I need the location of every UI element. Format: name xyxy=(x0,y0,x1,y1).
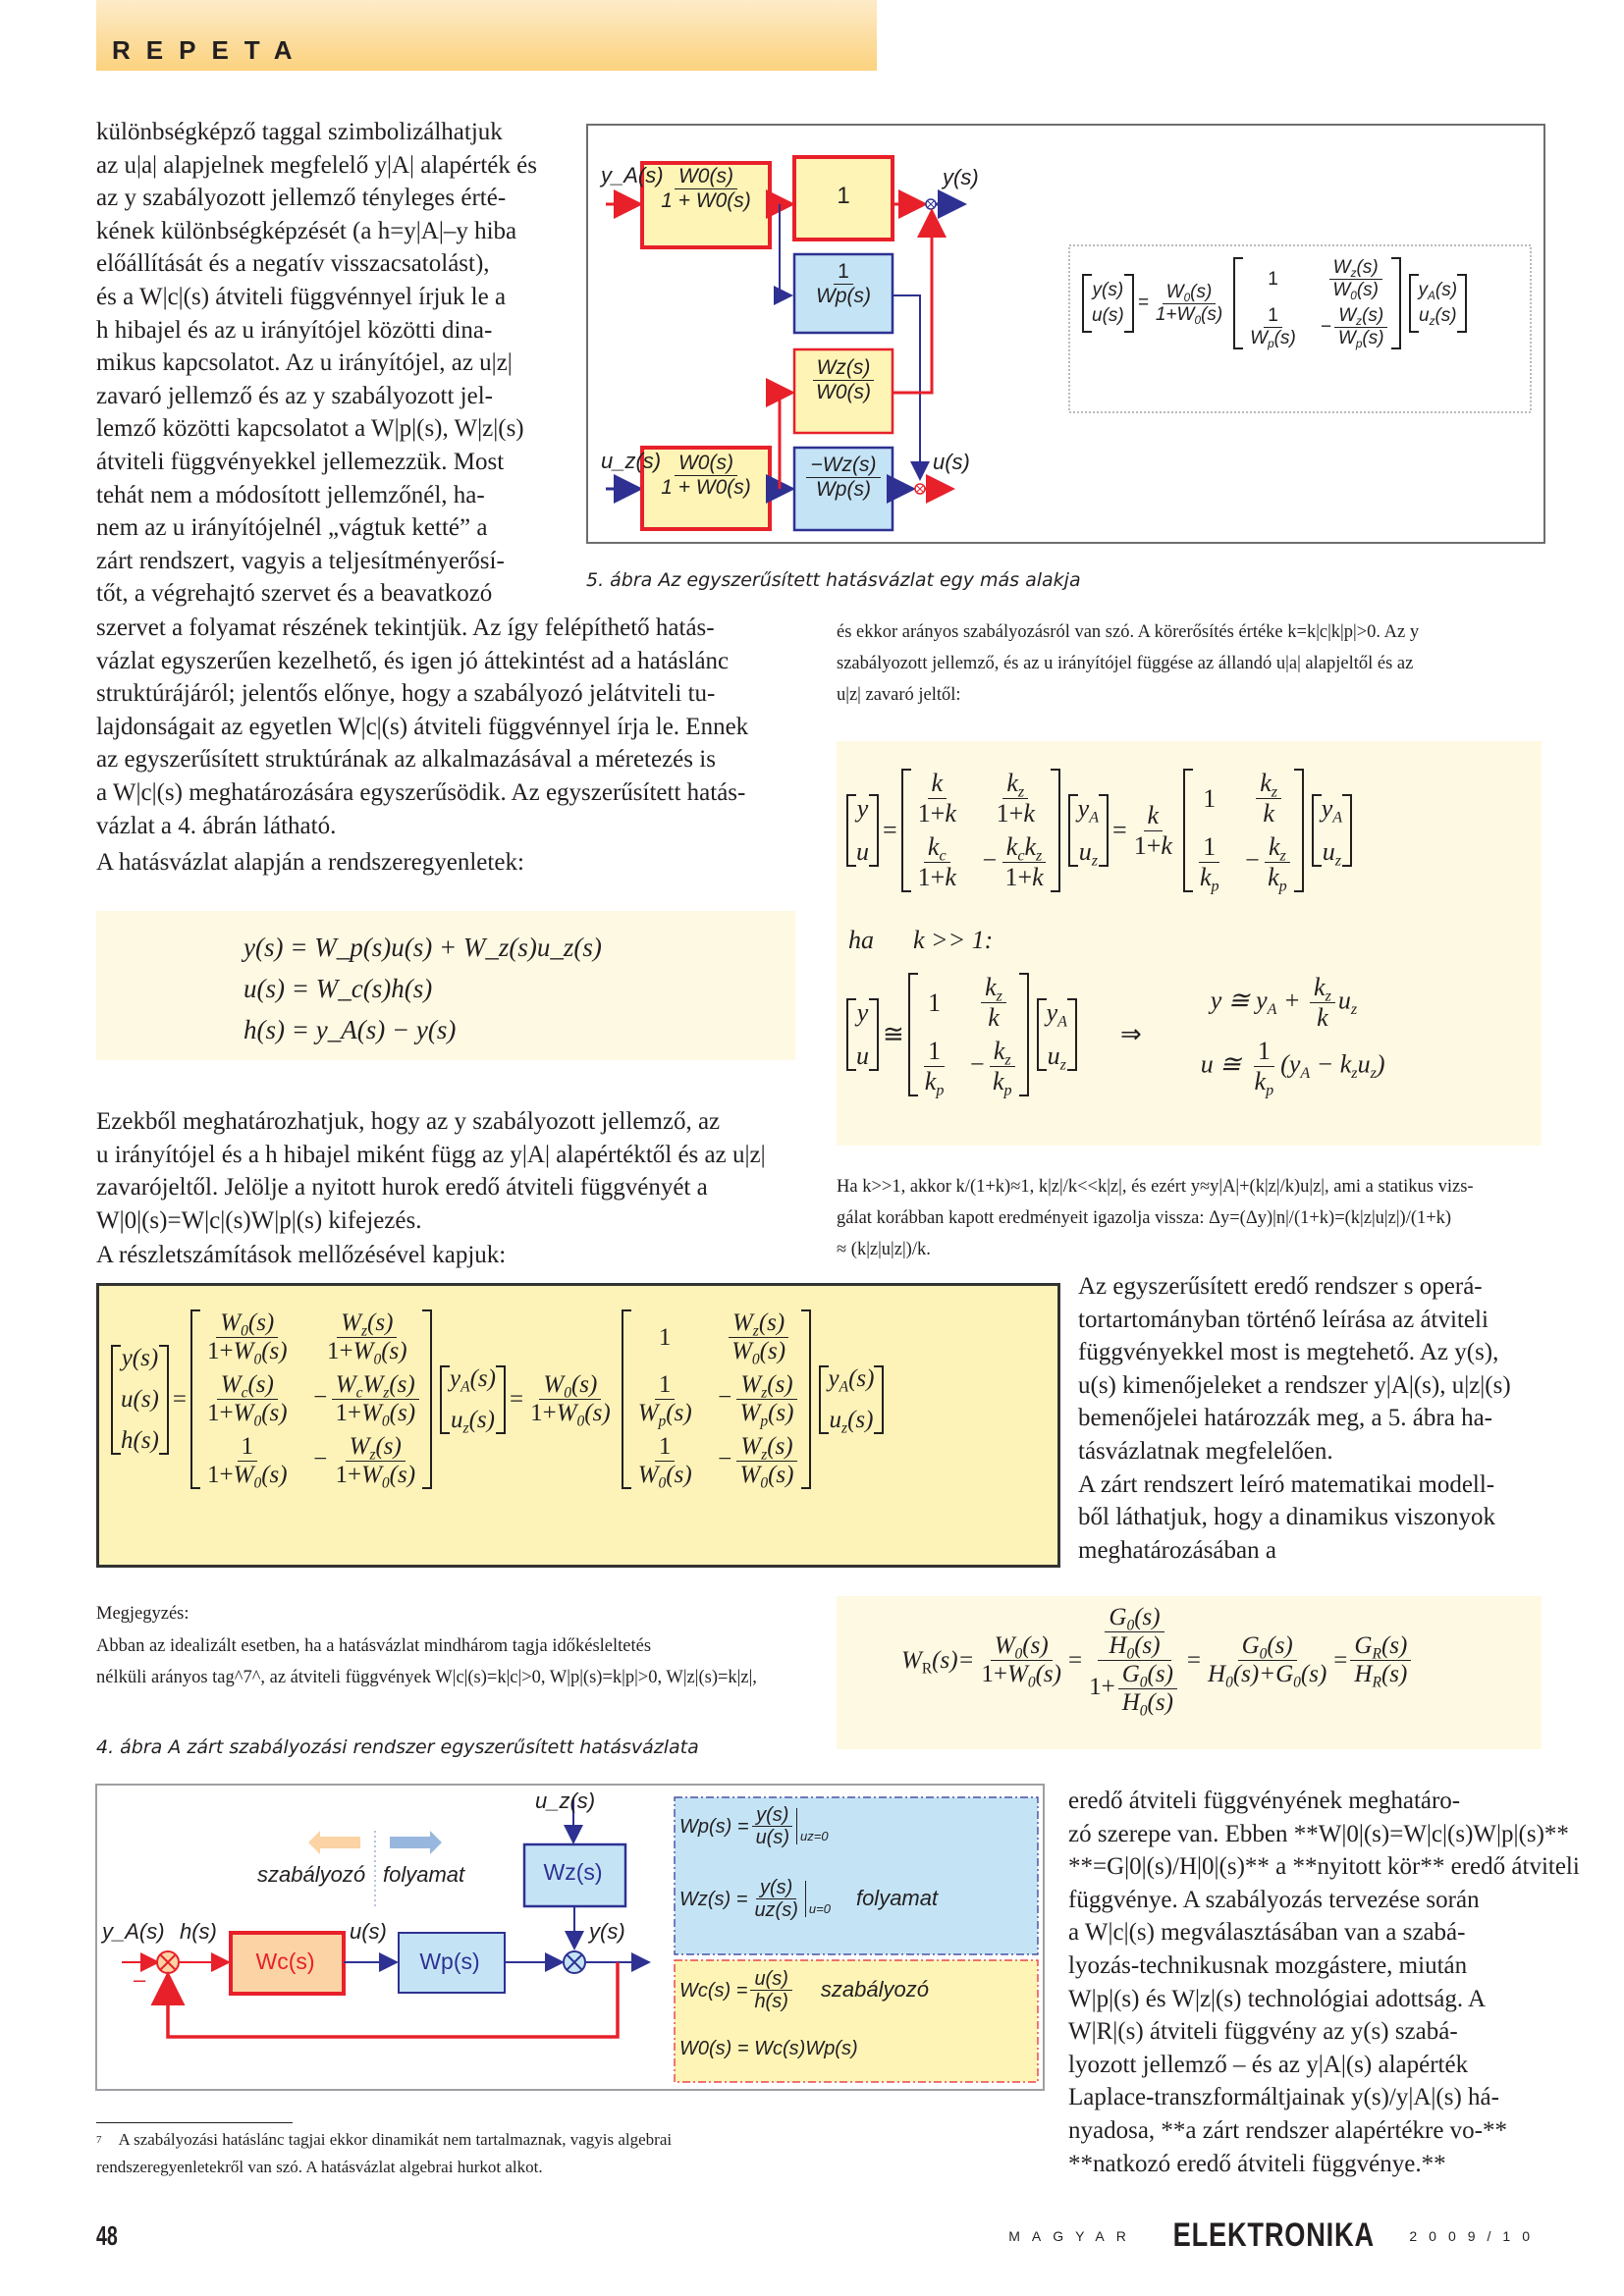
fraction-denominator: Wp(s) xyxy=(816,285,871,307)
text-line: különbségképző taggal szimbolizálhatjuk xyxy=(96,119,503,145)
fraction-numerator: u(s) xyxy=(750,1968,791,1991)
text-line: átviteli függvényekkel jellemezzük. Most xyxy=(96,448,505,475)
fraction-numerator: W0(s) xyxy=(675,452,737,476)
definition-lhs: Wz(s) = xyxy=(679,1888,748,1910)
fraction-denominator: uz(s) xyxy=(754,1899,798,1921)
text-line: u|z| zavaró jeltől: xyxy=(837,685,961,705)
text-line: tehát nem a módosított jellemzőnél, ha- xyxy=(96,481,485,508)
text-line: u irányítójel és a h hibajel miként függ az y|A| alapértéktől és az u|z| xyxy=(96,1141,766,1168)
text-line: h hibajel és az u irányítójel közötti dina- xyxy=(96,316,493,344)
text-line: zó szerepe van. Ebben **W|0|(s)=W|c|(s)W|p|(s)** xyxy=(1068,1820,1569,1847)
fig4-minus-sign: – xyxy=(134,1967,146,1992)
text-line: és ekkor arányos szabályozásról van szó. A körerősítés értéke k=k|c|k|p|>0. Az y xyxy=(837,622,1420,642)
fig5-label-y: y(s) xyxy=(943,165,979,189)
text-line: u(s) kimenőjeleket a rendszer y|A|(s), u|z|(s) xyxy=(1078,1371,1511,1399)
fig4-label-h: h(s) xyxy=(180,1919,217,1944)
process-direction-arrow xyxy=(390,1831,442,1854)
text-line: ből láthatjuk, hogy a dinamikus viszonyok xyxy=(1078,1504,1495,1531)
equation-lhs: y(s) xyxy=(244,933,284,962)
footer-masthead xyxy=(1008,2216,1542,2255)
condition: k >> 1: xyxy=(913,926,994,954)
paragraph xyxy=(96,612,800,842)
magazine-logo: ELEKTRONIKA xyxy=(1172,2216,1375,2254)
proportional-equations-box: y u = k 1+k $k_z$ 1+k $k_c$ 1+k − $k_ck_z$ 1+k $y_A$ $u_z$ = $\frac{k}{1+k}$ 1 $k_z$ k 1 $k_p$ − $\frac{k_z}{k_p}$ $y_A$ $u_z$ ha k >> 1: y u ≅ 1 $k_z$ k 1 $k_p$ − $\frac{k_z}{k_p}$ $y_A$ $u_z$ ⇒ y ≅ $y_A$ + $\frac{k_z}{k}$ $u_z$ u ≅ $\frac{1}{k_p}$ $(y_A - k_zu_z)$ xyxy=(837,741,1542,1146)
text-line: szabályozott jellemző, és az u irányítójel függése az állandó u|a| alapjeltől és az xyxy=(837,654,1414,673)
equation-lhs: h(s) xyxy=(244,1015,285,1044)
wc-definition xyxy=(679,1968,929,2012)
paragraph xyxy=(837,616,1542,711)
text-line: az u|a| alapjelnek megfelelő y|A| alapérték és xyxy=(96,151,537,179)
fraction-denominator: u(s) xyxy=(755,1827,790,1848)
text-line: **natkozó eredő átviteli függvénye.** xyxy=(1068,2150,1446,2177)
equation-y: y(s) = W_p(s)u(s) + W_z(s)u_z(s) xyxy=(244,933,602,962)
text-line: W|R|(s) átviteli függvény az y(s) szabá- xyxy=(1068,2018,1458,2046)
definition-lhs: Wp(s) = xyxy=(679,1815,749,1838)
text-line: kének különbségképzését (a h=y|A|–y hiba xyxy=(96,217,517,244)
text-line: az y szabályozott jellemző tényleges érté- xyxy=(96,185,507,212)
text-line: lajdonságait az egyetlen W|c|(s) átviteli függvénnyel írja le. Ennek xyxy=(96,713,749,740)
text-line: zavarójeltől. Jelölje a nyitott hurok eredő átviteli függvényét a xyxy=(96,1174,708,1201)
text-line: **=G|0|(s)/H|0|(s)** a **nyitott kör** eredő átviteli xyxy=(1068,1853,1580,1881)
fig5-matrix-equation: y(s) u(s) = $\frac{W_0(s)}{1+W_0(s)}$ 1 $W_z(s)$ $W_0(s)$ 1 $W_p(s)$ − $\frac{W_z(s)}{W_p(s)}$ $y_A(s)$ $u_z(s)$ xyxy=(1078,257,1471,349)
figure-4-frame xyxy=(95,1784,1045,2091)
evaluation-condition: uz=0 xyxy=(796,1808,829,1843)
implies-arrow: ⇒ xyxy=(1119,1020,1142,1048)
paragraph xyxy=(1078,1270,1542,1567)
text-line: eredő átviteli függvényének meghatáro- xyxy=(1068,1788,1461,1814)
right-note-text xyxy=(837,1171,1542,1265)
col1-top-text xyxy=(96,116,572,611)
block-w0-top-content xyxy=(644,165,768,213)
fig5-label-ya: y_A(s) xyxy=(601,163,664,187)
right-mid-text xyxy=(1078,1270,1542,1567)
col1-after-text xyxy=(96,1105,800,1237)
text-line: Az egyszerűsített eredő rendszer s operá- xyxy=(1078,1273,1483,1300)
fraction-numerator: W0(s) xyxy=(675,165,737,189)
fraction-denominator: W0(s) xyxy=(816,381,871,403)
fig4-label-process: folyamat xyxy=(383,1862,465,1887)
block-one-content: 1 xyxy=(837,183,850,209)
footnote-rule xyxy=(96,2122,293,2123)
text-line: nem az u irányítójelnél „vágtuk ketté” a xyxy=(96,514,488,542)
figure-4-caption: 4. ábra A zárt szabályozási rendszer egyszerűsített hatásvázlata xyxy=(96,1736,699,1758)
process-label: folyamat xyxy=(855,1886,939,1911)
evaluation-condition: u=0 xyxy=(805,1881,831,1916)
figure-4-diagram xyxy=(97,1786,1043,2089)
footnote-line-1: A szabályozási hatáslánc tagjai ekkor dinamikát nem tartalmaznak, vagyis algebrai xyxy=(118,2130,673,2149)
fraction-numerator: −Wz(s) xyxy=(806,454,880,478)
right-intro-text xyxy=(837,616,1542,711)
equation-rhs: W_p(s)u(s) + W_z(s)u_z(s) xyxy=(314,933,602,962)
paragraph xyxy=(1068,1785,1580,2180)
text-line: lyozott jellemző – és az y|A|(s) alapérték xyxy=(1068,2051,1469,2078)
paragraph xyxy=(96,1630,823,1693)
text-line: nélküli arányos tag^7^, az átviteli függvények W|c|(s)=k|c|>0, W|p|(s)=k|p|>0, W|z|(s)=k|z|, xyxy=(96,1668,757,1687)
equation-rhs: W_c(s)h(s) xyxy=(315,974,433,1003)
text-line: lyozás-technikusnak mozgástere, miután xyxy=(1068,1951,1468,1979)
text-line: a W|c|(s) megválasztásában van a szabá- xyxy=(1068,1919,1466,1947)
controller-label: szabályozó xyxy=(820,1977,929,2002)
block-wz-label: Wz(s) xyxy=(543,1859,603,1885)
figure-5-caption: 5. ábra Az egyszerűsített hatásvázlat egy más alakja xyxy=(586,569,1081,591)
wz-definition xyxy=(679,1877,938,1921)
paragraph xyxy=(96,116,572,611)
fraction-denominator: h(s) xyxy=(754,1991,788,2012)
note-text xyxy=(96,1630,823,1693)
note-title: Megjegyzés: xyxy=(96,1604,189,1624)
fig4-label-u: u(s) xyxy=(350,1919,387,1944)
footnote-mark: 7 xyxy=(96,2134,102,2146)
fraction-denominator: 1 + W0(s) xyxy=(661,476,751,499)
text-line: Laplace-transzformáltjainak y(s)/y|A|(s) há- xyxy=(1068,2084,1499,2111)
text-line: gálat korábban kapott eredményeit igazolja vissza: Δy=(Δy)|n|/(1+k)=(k|z|u|z|)/(1+k) xyxy=(837,1208,1452,1228)
equation-u: u(s) = W_c(s)h(s) xyxy=(244,974,433,1003)
fraction-numerator: 1 xyxy=(834,260,853,285)
text-line: függvénye. A szabályozás tervezése során xyxy=(1068,1886,1480,1913)
fraction-denominator: Wp(s) xyxy=(815,478,871,501)
text-line: A zárt rendszert leíró matematikai modell- xyxy=(1078,1470,1495,1498)
wp-definition xyxy=(679,1804,829,1848)
fig5-label-u: u(s) xyxy=(933,450,970,474)
paragraph xyxy=(96,1105,800,1237)
definition-lhs: Wc(s) = xyxy=(679,1979,748,2002)
page-number: 48 xyxy=(96,2220,118,2251)
text-line: tőt, a végrehajtó szervet és a beavatkozó xyxy=(96,580,493,608)
equation-rhs: y_A(s) − y(s) xyxy=(315,1015,457,1044)
text-line: a W|c|(s) meghatározására egyszerűsödik. Az egyszerűsített hatás- xyxy=(96,778,746,806)
issue-number: 2009/10 xyxy=(1409,2227,1542,2244)
block-w0-bottom-content xyxy=(644,452,768,500)
system-equations-box xyxy=(96,911,795,1060)
text-line: előállítását és a negatív visszacsatolást), xyxy=(96,250,490,278)
section-title: REPETA xyxy=(112,35,308,65)
text-line: zavaró jellemző és az y szabályozott jel- xyxy=(96,382,493,409)
equation-lhs: u(s) xyxy=(244,974,285,1003)
block-wz-w0-content xyxy=(794,356,893,404)
text-line: Abban az idealizált esetben, ha a hatásvázlat mindhárom tagja időkésleltetés xyxy=(96,1636,652,1656)
fraction-numerator: Wz(s) xyxy=(813,356,875,381)
fraction-numerator: y(s) xyxy=(756,1877,796,1899)
footnote xyxy=(96,2126,823,2181)
closed-loop-tf-box: $W_R(s)=$ $\frac{W_0(s)}{1+W_0(s)}$ = $\frac{G_0(s)}{H_0(s)}$ 1+ $\frac{G_0(s)}{H_0(s)}$ = $\frac{G_0(s)}{H_0(s)+G_0(s)}$ = $\frac{G_R(s)}{H_R(s)}$ xyxy=(837,1596,1542,1749)
fig5-label-uz: u_z(s) xyxy=(601,449,662,473)
controller-direction-arrow xyxy=(308,1831,360,1854)
text-line: tortartományban történő leírása az átviteli xyxy=(1078,1306,1489,1333)
condition-line xyxy=(848,926,993,955)
col1-mid-text xyxy=(96,612,800,842)
block-wp-label: Wp(s) xyxy=(419,1949,480,1974)
text-line: lemző közötti kapcsolatot a W|p|(s), W|z|(s) xyxy=(96,415,524,443)
text-line: W|p|(s) és W|z|(s) technológiai adottság. A xyxy=(1068,1985,1486,2012)
right-bottom-text xyxy=(1068,1785,1580,2180)
text-line: vázlat a 4. ábrán látható. xyxy=(96,812,337,839)
text-line: szervet a folyamat részének tekintjük. Az így felépíthető hatás- xyxy=(96,614,715,641)
text-line: tásvázlatnak megfelelően. xyxy=(1078,1437,1333,1465)
closed-loop-matrix-box: y(s) u(s) h(s) = $W_0(s)$ $1+W_0(s)$ $W_z(s)$ $1+W_0(s)$ $W_c(s)$ $1+W_0(s)$ − $W_cW_z(s)$ $1+W_0(s)$ 1 $1+W_0(s)$ − $\frac{W_z(s)}{1+W_0(s)}$ $y_A(s)$ $u_z(s)$ = $\frac{W_0(s)}{1+W_0(s)}$ 1 $W_z(s)$ $W_0(s)$ 1 $W_p(s)$ − $\frac{W_z(s)}{W_p(s)}$ 1 $W_0(s)$ − $\frac{W_z(s)}{W_0(s)}$ $y_A(s)$ $u_z(s)$ xyxy=(96,1283,1060,1568)
text-line: W|0|(s)=W|c|(s)W|p|(s) kifejezés. xyxy=(96,1206,422,1234)
footnote-line-2: rendszeregyenletekről van szó. A hatásvázlat algebrai hurkot alkot. xyxy=(96,2158,543,2176)
paragraph xyxy=(837,1171,1542,1265)
text-line: zárt rendszert, vagyis a teljesítményerősí- xyxy=(96,547,505,574)
text-line: vázlat egyszerűen kezelhető, és igen jó áttekintést ad a hatáslánc xyxy=(96,647,730,674)
text-line: Ha k>>1, akkor k/(1+k)≈1, k|z|/k<<k|z|, és ezért y≈y|A|+(k|z|/k)u|z|, ami a statikus vizs- xyxy=(837,1177,1474,1197)
col1-lead-in: A hatásvázlat alapján a rendszeregyenletek: xyxy=(96,849,524,876)
text-line: ≈ (k|z|u|z|)/k. xyxy=(837,1240,931,1259)
w0-definition: W0(s) = Wc(s)Wp(s) xyxy=(679,2038,858,2059)
fig4-label-controller: szabályozó xyxy=(257,1862,366,1887)
text-line: meghatározásában a xyxy=(1078,1536,1276,1564)
text-line: bemenőjelei határozzák meg, a 5. ábra ha- xyxy=(1078,1405,1492,1432)
text-line: Ezekből meghatározhatjuk, hogy az y szabályozott jellemző, az xyxy=(96,1108,721,1135)
text-line: struktúrájáról; jelentős előnye, hogy a szabályozó jelátviteli tu- xyxy=(96,680,716,708)
fig4-label-y: y(s) xyxy=(589,1919,625,1944)
text-line: az egyszerűsített struktúrának az alkalmazásával a méretezés is xyxy=(96,746,716,774)
condition-word: ha xyxy=(848,926,874,954)
fig4-label-uz: u_z(s) xyxy=(535,1789,596,1813)
magazine-prefix: MAGYAR xyxy=(1008,2227,1138,2244)
fig4-label-ya: y_A(s) xyxy=(102,1919,165,1944)
block-neg-wz-wp-content xyxy=(794,454,893,502)
text-line: és a W|c|(s) átviteli függvénnyel írjuk le a xyxy=(96,283,507,310)
block-inv-wp-content xyxy=(794,260,893,308)
text-line: függvényekkel most is megtehető. Az y(s), xyxy=(1078,1339,1499,1366)
text-line: mikus kapcsolatot. Az u irányítójel, az u|z| xyxy=(96,349,513,377)
block-wc-label: Wc(s) xyxy=(255,1949,315,1974)
text-line: nyadosa, **a zárt rendszer alapértékre vo-** xyxy=(1068,2116,1507,2144)
col1-after-lead-in: A részletszámítások mellőzésével kapjuk: xyxy=(96,1242,507,1268)
fraction-numerator: y(s) xyxy=(752,1804,792,1827)
equation-h: h(s) = y_A(s) − y(s) xyxy=(244,1015,457,1044)
fraction-denominator: 1 + W0(s) xyxy=(661,189,751,212)
